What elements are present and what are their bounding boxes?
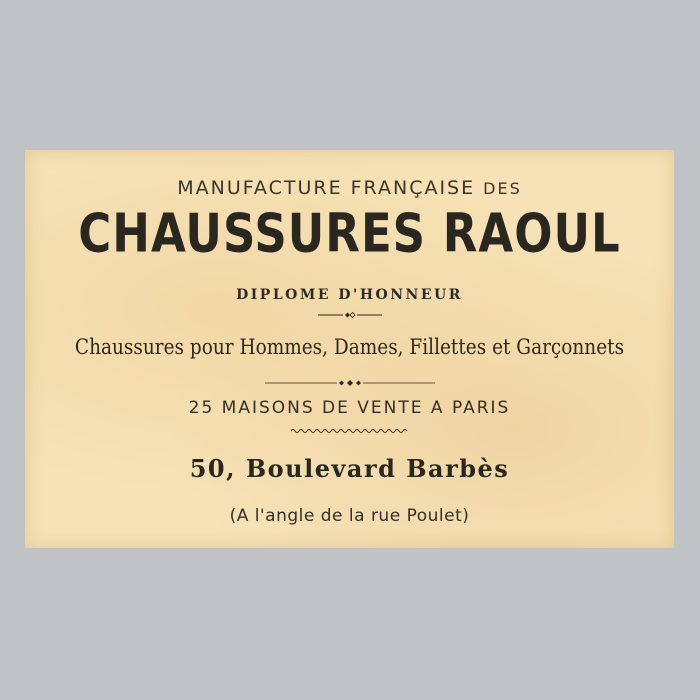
double-diamond-rule-ornament-icon xyxy=(25,378,674,390)
distinction-line: DIPLOME D'HONNEUR xyxy=(236,287,463,303)
wavy-rule-ornament-icon xyxy=(25,427,674,439)
stores-line: 25 MAISONS DE VENTE A PARIS xyxy=(188,398,511,418)
diamond-rule-ornament-icon xyxy=(25,310,674,322)
trade-card xyxy=(25,150,674,548)
products-line: Chaussures pour Hommes, Dames, Fillettes et Garçonnets xyxy=(74,335,625,359)
manufacture-heading-main: MANUFACTURE FRANÇAISE xyxy=(177,177,484,199)
address-note: (A l'angle de la rue Poulet) xyxy=(229,506,470,526)
manufacture-heading xyxy=(25,177,674,199)
manufacture-heading-des: DES xyxy=(483,179,522,198)
brand-title: CHAUSSURES RAOUL xyxy=(78,202,621,265)
address-line: 50, Boulevard Barbès xyxy=(189,454,510,483)
